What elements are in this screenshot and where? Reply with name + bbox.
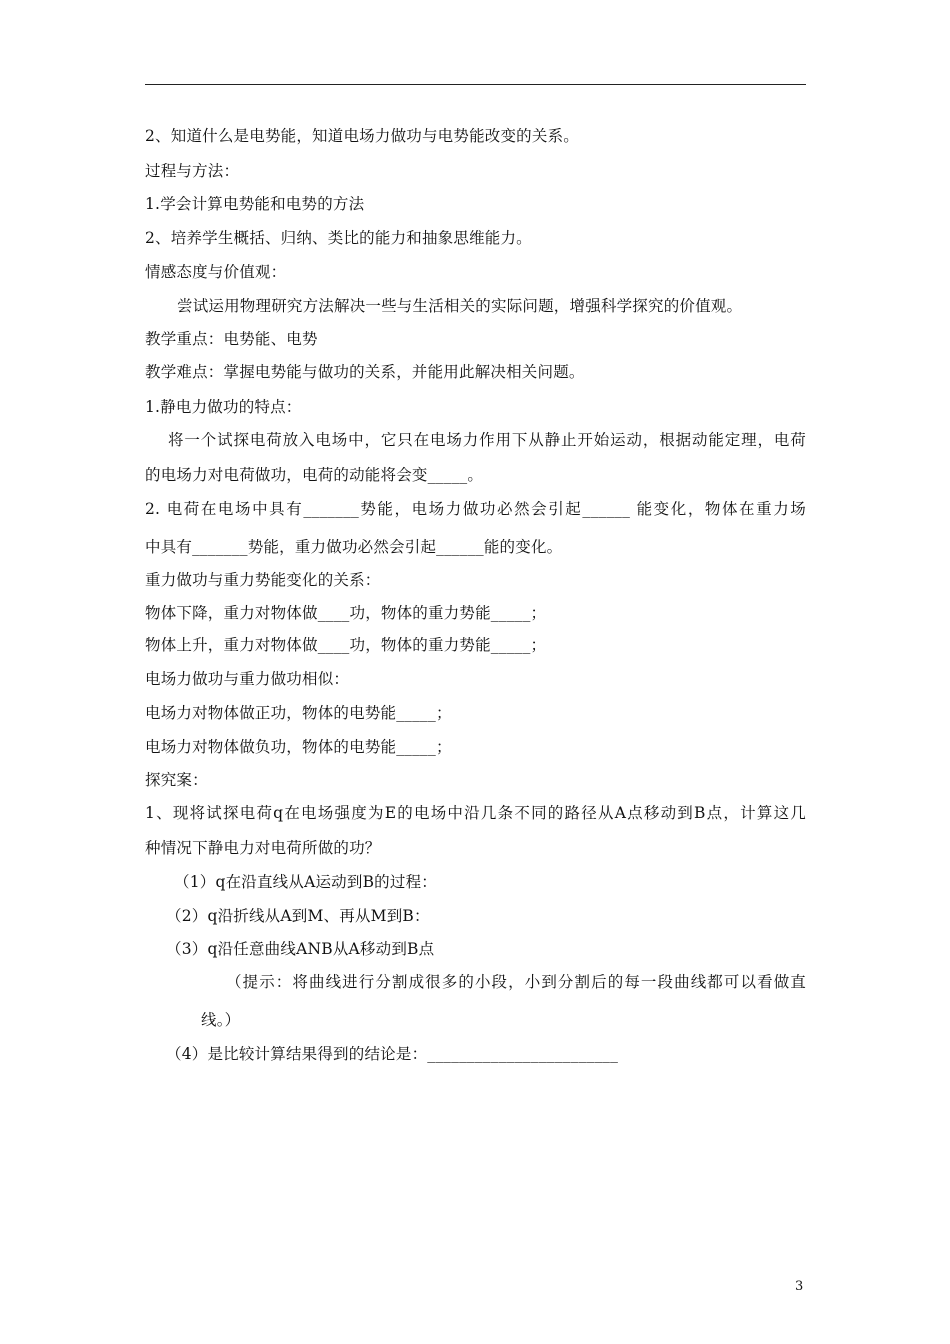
section-heading: 情感态度与价值观： <box>145 263 287 281</box>
header-rule <box>145 84 806 85</box>
text-line: 线。） <box>201 1011 241 1029</box>
text-line: 尝试运用物理研究方法解决一些与生活相关的实际问题，增强科学探究的价值观。 <box>177 297 743 315</box>
text-line: 将一个试探电荷放入电场中，它只在电场力作用下从静止开始运动，根据动能定理，电荷 <box>168 431 806 449</box>
page-number: 3 <box>795 1279 804 1294</box>
text-line: 教学重点：电势能、电势 <box>145 330 318 348</box>
text-line: 电场力对物体做正功，物体的电势能_____； <box>145 704 452 722</box>
text-line: 教学难点：掌握电势能与做功的关系，并能用此解决相关问题。 <box>145 363 585 381</box>
text-line: （4）是比较计算结果得到的结论是：________________________ <box>166 1045 619 1063</box>
text-line: 1.学会计算电势能和电势的方法 <box>145 195 365 213</box>
section-heading: 过程与方法： <box>145 162 240 180</box>
text-line: 的电场力对电荷做功，电荷的动能将会变_____。 <box>145 466 484 484</box>
text-line: （1）q在沿直线从A运动到B的过程： <box>174 873 437 891</box>
text-line: （2）q沿折线从A到M、再从M到B： <box>166 907 430 925</box>
section-heading: 1.静电力做功的特点： <box>145 398 302 416</box>
section-heading: 电场力做功与重力做功相似： <box>145 670 350 688</box>
text-line: 电场力对物体做负功，物体的电势能_____； <box>145 738 452 756</box>
text-line: （3）q沿任意曲线ANB从A移动到B点 <box>166 940 435 958</box>
section-heading: 探究案： <box>145 771 208 789</box>
text-line: 中具有_______势能，重力做功必然会引起______能的变化。 <box>145 538 563 556</box>
text-line: 物体下降，重力对物体做____功，物体的重力势能_____； <box>145 604 547 622</box>
text-line: 1、现将试探电荷q在电场强度为E的电场中沿几条不同的路径从A点移动到B点，计算这几 <box>145 804 806 822</box>
text-line: 2、知道什么是电势能，知道电场力做功与电势能改变的关系。 <box>145 127 579 145</box>
text-line: （提示：将曲线进行分割成很多的小段，小到分割后的每一段曲线都可以看做直 <box>226 973 806 991</box>
text-line: 物体上升，重力对物体做____功，物体的重力势能_____； <box>145 636 547 654</box>
section-heading: 重力做功与重力势能变化的关系： <box>145 571 381 589</box>
text-line: 2、培养学生概括、归纳、类比的能力和抽象思维能力。 <box>145 229 532 247</box>
text-line: 种情况下静电力对电荷所做的功？ <box>145 839 381 857</box>
text-line: 2. 电荷在电场中具有_______势能，电场力做功必然会引起______ 能变化，物体在重力场 <box>145 500 806 518</box>
